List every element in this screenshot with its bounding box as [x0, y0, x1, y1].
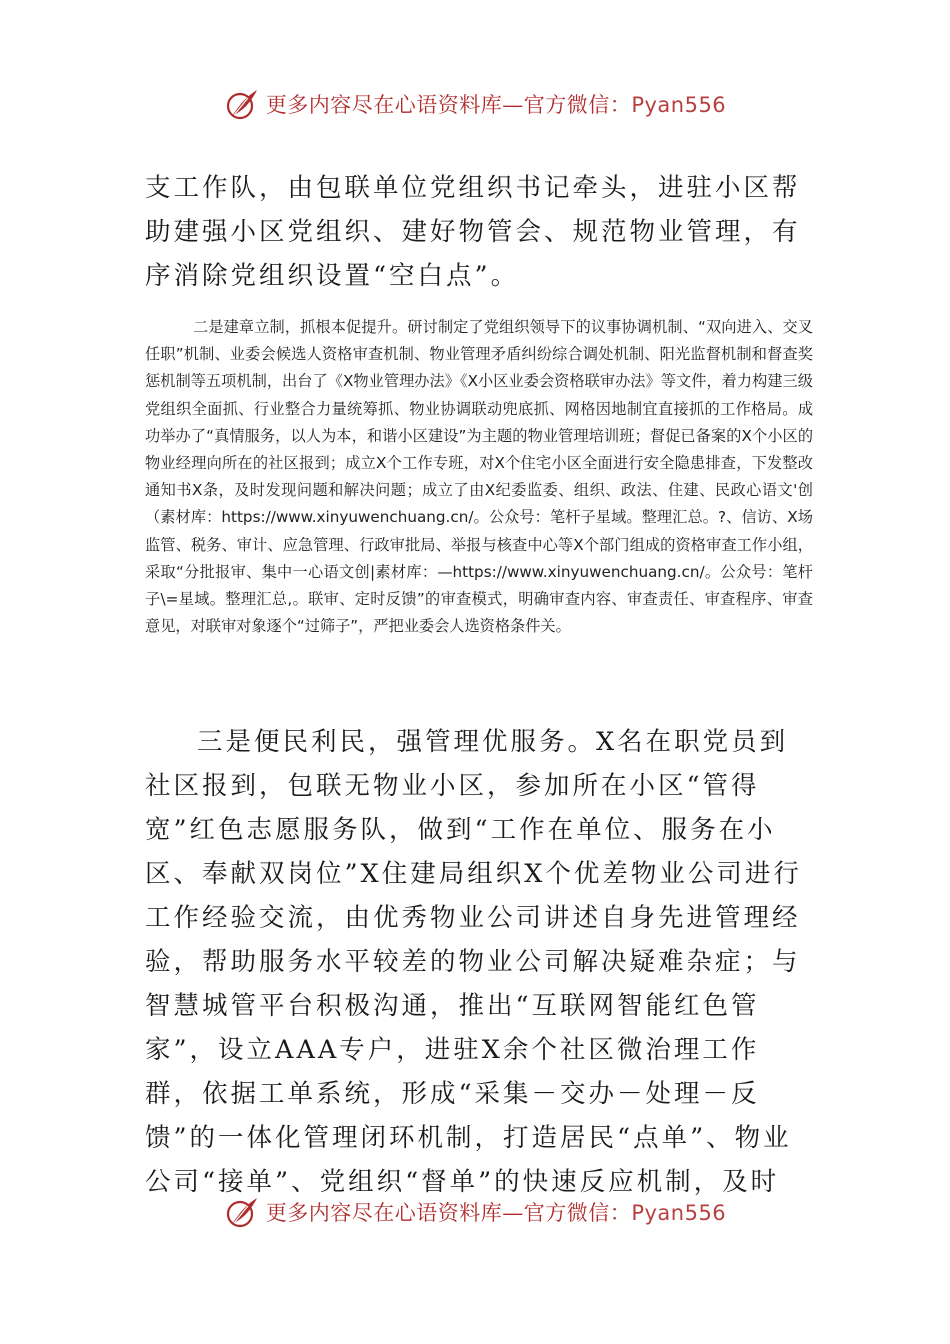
continuation-paragraph-block [145, 166, 810, 298]
header-banner-text [266, 89, 726, 119]
header-banner [0, 84, 950, 124]
paragraph-two-block [145, 314, 813, 640]
header-wechat-id: Pyan556 [631, 93, 727, 117]
quill-pen-logo-icon [224, 86, 260, 122]
footer-banner-label: 更多内容尽在心语资料库—官方微信： [265, 1201, 632, 1225]
continuation-paragraph: 支工作队，由包联单位党组织书记牵头，进驻小区帮助建强小区党组织、建好物管会、规范物业管理，有序消除党组织设置“空白点”。 [145, 173, 801, 291]
paragraph-three: 三是便民利民，强管理优服务。X名在职党员到社区报到，包联无物业小区，参加所在小区“管得宽”红色志愿服务队，做到“工作在单位、服务在小区、奉献双岗位”X住建局组织X个优差物业公司进行工作经验交流，由优秀物业公司讲述自身先进管理经验，帮助服务水平较差的物业公司解决疑难杂症；与智慧城管平台积极沟通，推出“互联网智能红色管家”，设立AAA专户，进驻X余个社区微治理工作群，依据工单系统，形成“采集－交办－处理－反馈”的一体化管理闭环机制，打造居民“点单”、物业公司“接单”、党组织“督单”的快速反应机制，及时 [145, 727, 802, 1197]
footer-banner [0, 1192, 950, 1232]
footer-wechat-id: Pyan556 [631, 1201, 727, 1225]
header-banner-label: 更多内容尽在心语资料库—官方微信： [265, 93, 632, 117]
quill-pen-logo-icon [224, 1194, 260, 1230]
footer-banner-text [266, 1197, 726, 1227]
paragraph-two: 二是建章立制，抓根本促提升。研讨制定了党组织领导下的议事协调机制、“双向进入、交叉任职”机制、业委会候选人资格审查机制、物业管理矛盾纠纷综合调处机制、阳光监督机制和督查奖惩机制等五项机制，出台了《X物业管理办法》《X小区业委会资格联审办法》等文件，着力构建三级党组织全面抓、行业整合力量统筹抓、物业协调联动兜底抓、网格因地制宜直接抓的工作格局。成功举办了“真情服务，以人为本，和谐小区建设”为主题的物业管理培训班；督促已备案的X个小区的物业经理向所在的社区报到；成立X个工作专班，对X个住宅小区全面进行安全隐患排查，下发整改通知书X条，及时发现问题和解决问题；成立了由X纪委监委、组织、政法、住建、民政心语文'创（素材库：https://www.xinyuwenchuang.cn/。公众号：笔杆子星域。整理汇总。?、信访、X场监管、税务、审计、应急管理、行政审批局、举报与核查中心等X个部门组成的资格审查工作小组，采取“分批报审、集中一心语文创|素材库：—https://www.xinyuwenchuang.cn/。公众号：笔杆子\=星域。整理汇总,。联审、定时反馈”的审查模式，明确审查内容、审查责任、审查程序、审查意见，对联审对象逐个“过筛子”，严把业委会人选资格条件关。 [145, 318, 813, 636]
paragraph-three-block [145, 720, 810, 1204]
